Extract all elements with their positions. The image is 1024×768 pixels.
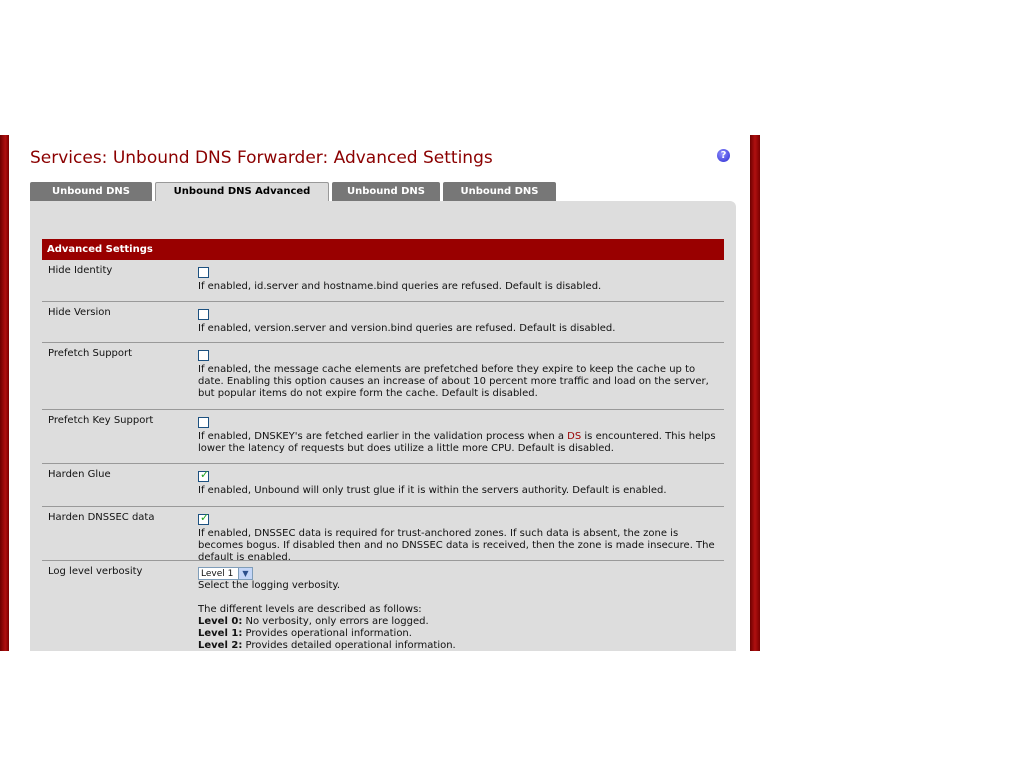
row-harden-glue — [42, 464, 724, 507]
harden-dnssec-checkbox[interactable] — [198, 511, 210, 525]
prefetch-key-support-description: If enabled, DNSKEY's are fetched earlier in the validation process when a DS is encountered. This helps lower the latency of requests but does utilize a little more CPU. Default is disabled. — [198, 431, 716, 454]
hide-version-checkbox[interactable] — [198, 309, 209, 320]
row-prefetch-support — [42, 343, 724, 410]
tab-unbound-dns-advanced-settings[interactable]: Unbound DNS Advanced — [155, 182, 329, 202]
harden-dnssec-label: Harden DNSSEC data — [48, 512, 155, 523]
row-prefetch-key-support — [42, 410, 724, 464]
harden-glue-label: Harden Glue — [48, 469, 111, 480]
chevron-down-icon: ▼ — [238, 568, 252, 579]
browser-frame — [0, 135, 760, 651]
prefetch-key-support-label: Prefetch Key Support — [48, 415, 154, 426]
check-icon: ✓ — [200, 468, 210, 481]
tab-unbound-dns-settings[interactable]: Unbound DNS — [30, 182, 152, 201]
left-border — [0, 135, 9, 651]
page-title: Services: Unbound DNS Forwarder: Advanced Settings — [30, 148, 493, 168]
prefetch-support-label: Prefetch Support — [48, 348, 133, 359]
harden-dnssec-description: If enabled, DNSSEC data is required for trust-anchored zones. If such data is absent, the zone is becomes bogus. If disabled then and no DNSSEC data is received, then the zone is made insecure. The default is enabled. — [198, 528, 715, 563]
ds-link[interactable]: DS — [567, 431, 582, 442]
hide-identity-label: Hide Identity — [48, 265, 113, 276]
log-level-0: Level 0: No verbosity, only errors are logged. — [198, 616, 429, 627]
tab-unbound-dns-acls[interactable]: Unbound DNS — [332, 182, 440, 201]
section-header: Advanced Settings — [42, 239, 724, 260]
check-icon: ✓ — [200, 511, 210, 524]
settings-panel — [30, 201, 736, 651]
row-hide-identity — [42, 260, 724, 302]
log-level-label: Log level verbosity — [48, 566, 143, 577]
log-level-hint: Select the logging verbosity. — [198, 580, 341, 591]
log-level-intro: The different levels are described as follows: — [198, 604, 422, 615]
harden-glue-checkbox[interactable] — [198, 468, 210, 482]
log-level-1: Level 1: Provides operational information. — [198, 628, 412, 639]
row-harden-dnssec — [42, 507, 724, 561]
hide-version-label: Hide Version — [48, 307, 111, 318]
tab-unbound-dns-status[interactable]: Unbound DNS — [443, 182, 556, 201]
harden-glue-description: If enabled, Unbound will only trust glue if it is within the servers authority. Default is enabled. — [198, 485, 667, 496]
row-log-level — [42, 561, 724, 651]
row-hide-version — [42, 302, 724, 343]
prefetch-key-support-checkbox[interactable] — [198, 417, 209, 428]
prefetch-support-checkbox[interactable] — [198, 350, 209, 361]
help-icon[interactable]: ? — [717, 149, 730, 162]
hide-version-description: If enabled, version.server and version.bind queries are refused. Default is disabled. — [198, 323, 616, 334]
prefetch-support-description: If enabled, the message cache elements are prefetched before they expire to keep the cache up to date. Enabling this option causes an increase of about 10 percent more traffic and load on the server, but popular items do not expire form the cache. Default is disabled. — [198, 364, 709, 399]
hide-identity-description: If enabled, id.server and hostname.bind queries are refused. Default is disabled. — [198, 281, 602, 292]
log-level-select[interactable]: Level 1 ▼ — [198, 567, 253, 580]
right-border — [750, 135, 760, 651]
log-level-2: Level 2: Provides detailed operational information. — [198, 640, 456, 651]
hide-identity-checkbox[interactable] — [198, 267, 209, 278]
